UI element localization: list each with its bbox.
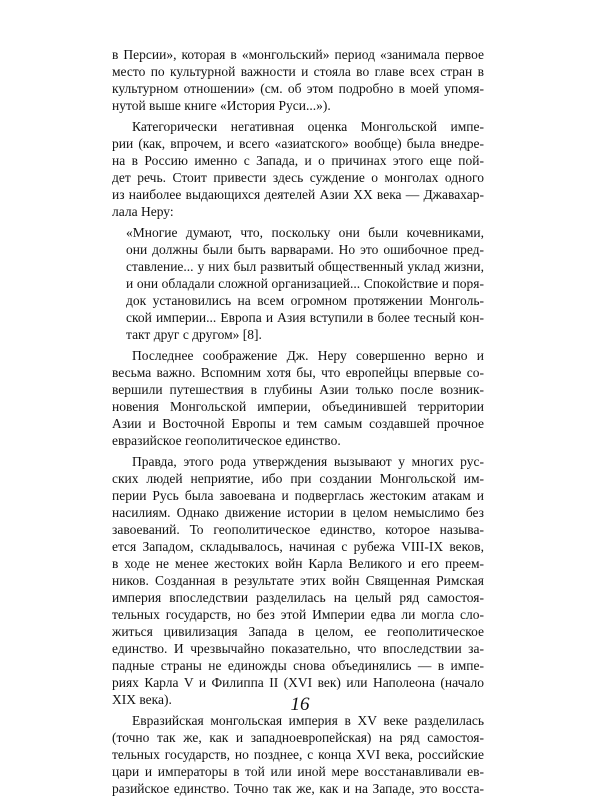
- text-line: вершили путешествия в глубины Азии только после возник-: [112, 382, 484, 397]
- text-line: дет речь. Стоит привести здесь суждение о монголах одного: [112, 170, 484, 185]
- text-line: Категорически негативная оценка Монгольской импе-: [132, 119, 484, 134]
- text-line: рии (как, впрочем, и всего «азиатского» вообще) была внедре-: [112, 136, 484, 151]
- text-line: они должны были быть варварами. Но это ошибочное пред-: [126, 242, 484, 257]
- quote-paragraph: [112, 224, 484, 343]
- paragraph: [112, 712, 484, 797]
- text-line: лала Неру:: [112, 204, 174, 219]
- paragraph: [112, 347, 484, 449]
- text-line: (точно так же, как и западноевропейская) на ряд самостоя-: [112, 730, 484, 745]
- text-line: новения Монгольской империи, объединившей территории: [112, 399, 484, 414]
- text-line: тельных государств, но без этой Империи едва ли могла сло-: [112, 607, 484, 622]
- text-line: падные страны не единожды снова объединялись — в импе-: [112, 658, 484, 673]
- text-line: Правда, этого рода утверждения вызывают у многих рус-: [132, 454, 484, 469]
- text-line: нутой выше книге «История Руси...»).: [112, 98, 331, 113]
- text-line: разийское единство. Точно так же, как и на Западе, это восста-: [112, 781, 484, 796]
- text-line: житься цивилизация Запада в целом, ее геополитическое: [112, 624, 484, 639]
- text-line: перии Русь была завоевана и подверглась жестоким атакам и: [112, 488, 484, 503]
- text-line: тельных государств, но позднее, с конца XVI века, российские: [112, 747, 484, 762]
- text-line: ников. Созданная в результате этих войн Священная Римская: [112, 573, 484, 588]
- text-line: Азии и Восточной Европы и тем самым создавшей прочное: [112, 416, 484, 431]
- text-line: империя впоследствии разделилась на целый ряд самостоя-: [112, 590, 484, 605]
- text-line: цари и императоры в той или иной мере восстанавливали ев-: [112, 764, 484, 779]
- text-line: насилиям. Однако движение истории в целом немыслимо без: [112, 505, 484, 520]
- text-line: место по культурной важности и стояла во главе всех стран в: [112, 64, 484, 79]
- text-line: единство. И чрезвычайно показательно, что впоследствии за-: [112, 641, 484, 656]
- text-block: [112, 46, 484, 801]
- text-line: ставление... у них был развитый общественный уклад жизни,: [126, 259, 484, 274]
- text-line: евразийское геополитическое единство.: [112, 433, 341, 448]
- text-line: завоеваний. То геополитическое единство, которое называ-: [112, 522, 484, 537]
- page-number: 16: [290, 694, 310, 715]
- text-line: док установились на всем огромном протяжении Монголь-: [126, 293, 484, 308]
- text-line: в ходе не менее жестоких войн Карла Великого и его преем-: [112, 556, 484, 571]
- text-line: Евразийская монгольская империя в XV веке разделилась: [132, 713, 484, 728]
- text-line: такт друг с другом» [8].: [126, 327, 262, 342]
- text-line: культурном отношении» (см. об этом подробно в моей упомя-: [112, 81, 484, 96]
- text-line: риях Карла V и Филиппа II (XVI век) или Наполеона (начало: [112, 675, 484, 690]
- paragraph: [112, 118, 484, 220]
- text-line: XIX века).: [112, 692, 172, 707]
- text-line: ской империи... Европа и Азия вступили в более тесный кон-: [126, 310, 484, 325]
- text-line: весьма важно. Вспомним хотя бы, что европейцы впервые со-: [112, 365, 484, 380]
- paragraph: [112, 453, 484, 708]
- text-line: «Многие думают, что, поскольку они были кочевниками,: [126, 225, 484, 240]
- text-line: на в Россию именно с Запада, и о причинах этого еще пой-: [112, 153, 484, 168]
- text-line: в Персии», которая в «монгольский» период «занимала первое: [112, 47, 484, 62]
- text-line: и они обладали сложной организацией... Спокойствие и поря-: [126, 276, 484, 291]
- text-line: ется Западом, складывалось, начиная с рубежа VIII-IX веков,: [112, 539, 484, 554]
- text-line: ских людей неприятие, ибо при создании Монгольской им-: [112, 471, 484, 486]
- text-line: из наиболее выдающихся деятелей Азии XX века — Джавахар-: [112, 187, 484, 202]
- text-line: Последнее соображение Дж. Неру совершенно верно и: [132, 348, 484, 363]
- paragraph: [112, 46, 484, 114]
